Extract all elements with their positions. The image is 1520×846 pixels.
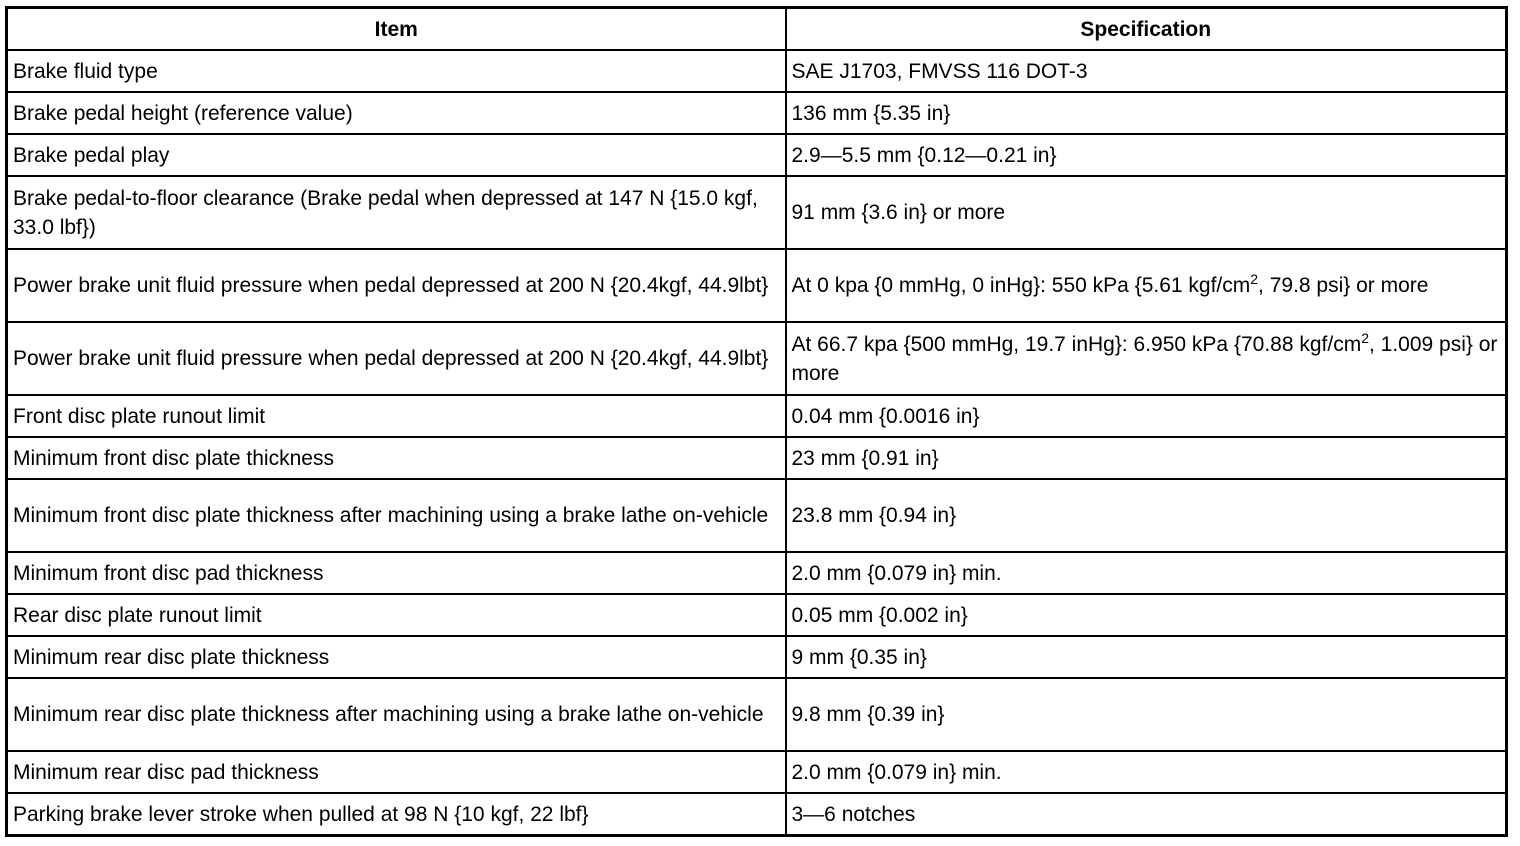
item-cell: Minimum rear disc pad thickness: [7, 751, 786, 793]
item-cell: Power brake unit fluid pressure when pedal depressed at 200 N {20.4kgf, 44.9lbt}: [7, 322, 786, 395]
item-cell: Minimum front disc plate thickness: [7, 437, 786, 479]
specification-cell: 91 mm {3.6 in} or more: [786, 176, 1507, 249]
table-row: [7, 636, 1507, 678]
specification-cell: 2.9—5.5 mm {0.12—0.21 in}: [786, 134, 1507, 176]
spec-text: At 0 kpa {0 mmHg, 0 inHg}: 550 kPa {5.61 kgf/cm: [791, 274, 1251, 297]
item-cell: Brake fluid type: [7, 50, 786, 92]
specification-cell: [786, 249, 1507, 322]
spec-text: , 1.009 psi} or more: [791, 332, 1498, 385]
table-body: [7, 50, 1507, 836]
specification-cell: 136 mm {5.35 in}: [786, 92, 1507, 134]
table-row: [7, 176, 1507, 249]
item-cell: Front disc plate runout limit: [7, 395, 786, 437]
item-cell: Power brake unit fluid pressure when pedal depressed at 200 N {20.4kgf, 44.9lbt}: [7, 249, 786, 322]
item-cell: Minimum rear disc plate thickness after machining using a brake lathe on-vehicle: [7, 678, 786, 751]
table-row: [7, 134, 1507, 176]
specification-cell: 23 mm {0.91 in}: [786, 437, 1507, 479]
item-cell: Minimum rear disc plate thickness: [7, 636, 786, 678]
specification-cell: 0.04 mm {0.0016 in}: [786, 395, 1507, 437]
table-row: [7, 395, 1507, 437]
specification-cell: 0.05 mm {0.002 in}: [786, 594, 1507, 636]
item-cell: Brake pedal play: [7, 134, 786, 176]
table-row: [7, 249, 1507, 322]
specification-cell: 2.0 mm {0.079 in} min.: [786, 552, 1507, 594]
superscript: 2: [1361, 329, 1369, 346]
specification-cell: [786, 322, 1507, 395]
item-cell: Brake pedal height (reference value): [7, 92, 786, 134]
item-cell: Minimum front disc pad thickness: [7, 552, 786, 594]
header-specification: Specification: [786, 8, 1507, 51]
specification-cell: 3—6 notches: [786, 793, 1507, 836]
table-row: [7, 92, 1507, 134]
item-cell: Parking brake lever stroke when pulled at 98 N {10 kgf, 22 lbf}: [7, 793, 786, 836]
table-row: [7, 793, 1507, 836]
table-row: [7, 50, 1507, 92]
item-cell: Brake pedal-to-floor clearance (Brake pedal when depressed at 147 N {15.0 kgf, 33.0 lbf}): [7, 176, 786, 249]
specification-cell: 9.8 mm {0.39 in}: [786, 678, 1507, 751]
header-item: Item: [7, 8, 786, 51]
table-header-row: [7, 8, 1507, 51]
specification-table: [5, 6, 1508, 837]
specification-cell: 9 mm {0.35 in}: [786, 636, 1507, 678]
specification-cell: SAE J1703, FMVSS 116 DOT-3: [786, 50, 1507, 92]
superscript: 2: [1250, 271, 1259, 287]
specification-cell: 2.0 mm {0.079 in} min.: [786, 751, 1507, 793]
table-row: [7, 678, 1507, 751]
spec-table-container: [5, 6, 1505, 837]
table-row: [7, 751, 1507, 793]
table-row: [7, 552, 1507, 594]
spec-text: , 79.8 psi} or more: [1258, 274, 1429, 297]
table-row: [7, 437, 1507, 479]
item-cell: Minimum front disc plate thickness after machining using a brake lathe on-vehicle: [7, 479, 786, 552]
table-row: [7, 479, 1507, 552]
table-row: [7, 594, 1507, 636]
table-row: [7, 322, 1507, 395]
specification-cell: 23.8 mm {0.94 in}: [786, 479, 1507, 552]
item-cell: Rear disc plate runout limit: [7, 594, 786, 636]
spec-text: At 66.7 kpa {500 mmHg, 19.7 inHg}: 6.950 kPa {70.88 kgf/cm: [791, 332, 1362, 356]
